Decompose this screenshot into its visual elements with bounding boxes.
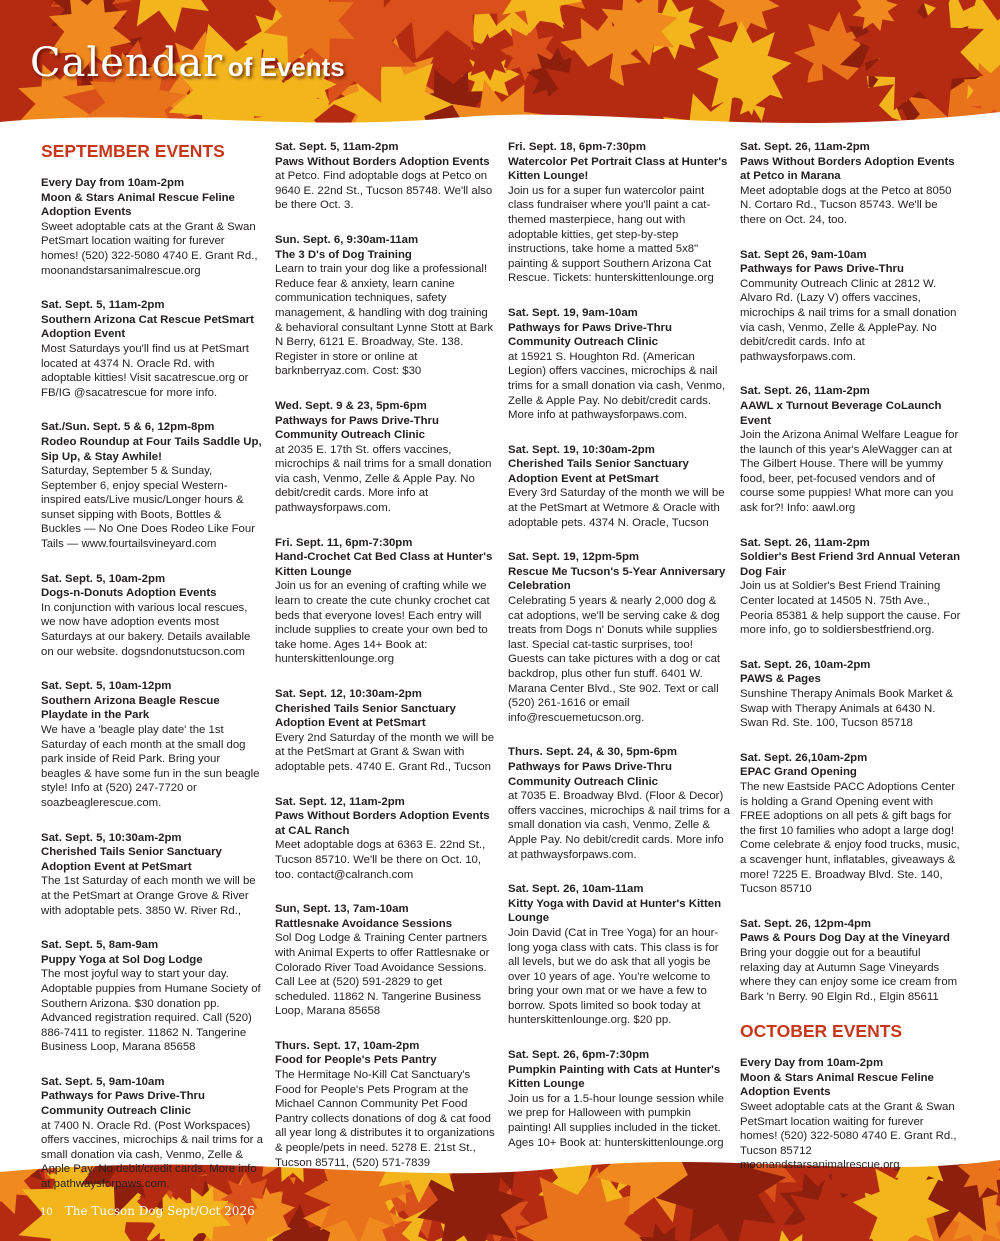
event-when: Sat. Sept 26, 9am-10am <box>740 248 867 261</box>
event-when: Sat. Sept. 26, 10am-2pm <box>740 658 871 671</box>
event-when: Sat. Sept. 26, 12pm-4pm <box>740 917 872 930</box>
event-body: Sweet adoptable cats at the Grant & Swan PetSmart location waiting for furever homes! (520) 322-5080 4740 E. Grant Rd., Tucson 85712 moonandstarsanimalrescue.org <box>740 1101 957 1172</box>
event-item <box>740 384 962 515</box>
event-item <box>41 938 263 1055</box>
event-title: Cherished Tails Senior Sanctuary Adoption Event at PetSmart <box>508 458 689 485</box>
page-number: 10 <box>40 1207 53 1218</box>
event-title: Dogs-n-Donuts Adoption Events <box>41 587 217 600</box>
event-item <box>275 795 497 883</box>
event-item <box>41 831 263 919</box>
column-4 <box>740 140 962 1193</box>
event-body: Meet adoptable dogs at 6363 E. 22nd St., Tucson 85710. We'll be there on Oct. 10, too. contact@calranch.com <box>275 839 486 881</box>
event-when: Sat. Sept. 5, 10am-12pm <box>41 680 172 693</box>
event-body: Sweet adoptable cats at the Grant & Swan PetSmart location waiting for furever homes! (520) 322-5080 4740 E. Grant Rd., moonandstarsanimalrescue.org <box>41 220 258 277</box>
event-when: Sat./Sun. Sept. 5 & 6, 12pm-8pm <box>41 421 215 434</box>
event-title: Paws Without Borders Adoption Events at CAL Ranch <box>275 810 490 837</box>
event-title: Pathways for Paws Drive-Thru Community Outreach Clinic <box>41 1090 205 1118</box>
event-item <box>275 687 497 775</box>
event-title: Pumpkin Painting with Cats at Hunter's Kitten Lounge <box>508 1063 721 1091</box>
event-title: Paws Without Borders Adoption Events at Petco in Marana <box>740 155 955 183</box>
event-item <box>275 1039 497 1170</box>
event-when: Sat. Sept. 19, 9am-10am <box>508 306 638 319</box>
event-title: Rattlesnake Avoidance Sessions <box>275 917 453 930</box>
event-item <box>740 140 962 228</box>
event-body: Join us for a 1.5-hour lounge session while we prep for Halloween with pumpkin painting! All supplies included in the ticket. Ages 10+ Book at: hunterskittenlounge.org <box>508 1092 724 1149</box>
event-body: The most joyful way to start your day. Adoptable puppies from Humane Society of Southern Arizona. $30 donation pp. Advanced registration required. Call (520) 886-7411 to register. 11862 N. Tangerine Business Loop, Marana 85658 <box>41 968 261 1054</box>
event-when: Fri. Sept. 11, 6pm-7:30pm <box>275 536 413 549</box>
event-when: Sat. Sept. 26, 11am-2pm <box>740 536 870 549</box>
event-item <box>41 420 263 551</box>
event-item <box>740 248 962 365</box>
event-body: Most Saturdays you'll find us at PetSmart located at 4374 N. Oracle Rd. with adoptable kitties! Visit sacatrescue.org or FB/IG @sacatrescue for more info. <box>41 342 249 399</box>
column-1 <box>41 140 263 1212</box>
event-title: The 3 D's of Dog Training <box>275 248 412 261</box>
event-body: at 2035 E. 17th St. offers vaccines, microchips & nail trims for a small donation via cash, Venmo, Zelle & Apple Pay. No debit/credit cards. More info at pathwaysforpaws.com. <box>275 443 492 515</box>
event-body: Meet adoptable dogs at the Petco at 8050 N. Cortaro Rd., Tucson 85743. We'll be there on Oct. 24, too. <box>740 184 952 226</box>
event-when: Sat. Sept. 12, 11am-2pm <box>275 795 405 808</box>
page-footer <box>40 1204 255 1218</box>
event-when: Sat. Sept. 5, 11am-2pm <box>275 141 399 153</box>
event-body: Sunshine Therapy Animals Book Market & Swap with Therapy Animals at 6430 N. Swan Rd. Ste. 100, Tucson 85718 <box>740 688 954 730</box>
event-title: Moon & Stars Animal Rescue Feline Adoption Events <box>740 1071 934 1099</box>
event-item <box>275 536 497 667</box>
event-item <box>508 1048 730 1150</box>
column-2 <box>275 140 497 1190</box>
event-item <box>508 306 730 423</box>
event-title: EPAC Grand Opening <box>740 766 857 779</box>
event-title: Hand-Crochet Cat Bed Class at Hunter's Kitten Lounge <box>275 551 493 578</box>
event-item <box>275 902 497 1019</box>
publication-name: The Tucson Dog Sept/Oct 2026 <box>64 1204 255 1218</box>
event-item <box>41 298 263 400</box>
event-when: Sat. Sept. 26, 6pm-7:30pm <box>508 1049 650 1062</box>
event-body: Join David (Cat in Tree Yoga) for an hour-long yoga class with cats. This class is for all levels, but we do ask that all yogis be over 10 years of age. You're welcome to bring your own mat or we have a few to borrow. Spots limited so book today at hunterskittenlounge.org. $20 pp. <box>508 926 719 1027</box>
event-item <box>740 917 962 1005</box>
event-when: Thurs. Sept. 24, & 30, 5pm-6pm <box>508 746 678 759</box>
event-item <box>41 679 263 810</box>
event-body: Celebrating 5 years & nearly 2,000 dog & cat adoptions, we'll be serving cake & dog treats from Dogs n' Donuts while supplies last. Special cat-tastic surprises, too! Guests can take pictures with a dog or cat backdrop, plus other fun stuff. 6401 W. Marana Center Blvd., Ste 902. Text or call (520) 261-1616 or email info@rescuemetucson.org. <box>508 595 721 724</box>
event-when: Every Day from 10am-2pm <box>41 177 185 189</box>
event-when: Sat. Sept. 5, 8am-9am <box>41 939 159 952</box>
event-when: Sat. Sept. 26, 11am-2pm <box>740 385 870 398</box>
event-body: Bring your doggie out for a beautiful relaxing day at Autumn Sage Vineyards where they can enjoy some ice cream from Bark 'n Berry. 90 Elgin Rd., Elgin 85611 <box>740 946 958 1003</box>
event-when: Thurs. Sept. 17, 10am-2pm <box>275 1039 420 1052</box>
event-title: Puppy Yoga at Sol Dog Lodge <box>41 953 203 966</box>
event-item <box>41 176 263 278</box>
event-title: Southern Arizona Beagle Rescue Playdate in the Park <box>41 694 220 722</box>
event-title: Pathways for Paws Drive-Thru <box>740 263 904 276</box>
event-body: Join the Arizona Animal Welfare League for the launch of this year's AleWagger can at The Gilbert House. There will be yummy food, beer, pet-focused vendors and of course some puppies! What more can you ask for?! Info: aawl.org <box>740 429 959 515</box>
event-title: Pathways for Paws Drive-Thru Community Outreach Clinic <box>508 760 672 788</box>
event-body: at 15921 S. Houghton Rd. (American Legion) offers vaccines, microchips & nail trims for a small donation via cash, Venmo, Zelle & Apple Pay. No debit/credit cards. More info at pathwaysforpaws.com. <box>508 350 726 422</box>
event-when: Sat. Sept. 19, 10:30am-2pm <box>508 443 655 456</box>
event-item <box>740 751 962 897</box>
masthead-title: Calendar <box>30 40 224 86</box>
event-item <box>740 536 962 638</box>
masthead <box>30 40 345 86</box>
event-body: The Hermitage No-Kill Cat Sanctuary's Food for People's Pets Program at the Michael Cannon Community Pet Food Pantry collects donations of dog & cat food all year long & distributes it to organizations & people/pets in need. 5278 E. 21st St., Tucson 85711, (520) 571-7839 <box>275 1069 495 1169</box>
event-body: Join us for a super fun watercolor paint class fundraiser where you'll paint a cat-themed masterpiece, hang out with adoptable kitties, get step-by-step instructions, take home a matted 5x8" painting & support Southern Arizona Cat Rescue. Tickets: hunterskittenlounge.org <box>508 184 714 285</box>
event-item <box>41 1075 263 1192</box>
event-when: Sat. Sept. 26, 10am-11am <box>508 883 644 896</box>
event-when: Sat. Sept. 5, 10:30am-2pm <box>41 831 182 844</box>
event-body: Join us for an evening of crafting while we learn to create the cute chunky crochet cat beds that everyone loves! Each entry will include supplies to create your own bed to take home. Ages 14+ Book at: hunterskittenlounge.org <box>275 580 490 666</box>
event-title: AAWL x Turnout Beverage CoLaunch Event <box>740 399 942 427</box>
event-item <box>740 658 962 731</box>
event-when: Every Day from 10am-2pm <box>740 1057 884 1070</box>
event-body: at 7400 N. Oracle Rd. (Post Workspaces) offers vaccines, microchips & nail trims for a small donation via cash, Venmo, Zelle & Apple Pay. No debit/credit cards. More info at pathwaysforpaws.com. <box>41 1119 263 1191</box>
section-heading-october: OCTOBER EVENTS <box>740 1021 903 1042</box>
event-title: Kitty Yoga with David at Hunter's Kitten Lounge <box>508 897 722 925</box>
event-body: at 7035 E. Broadway Blvd. (Floor & Decor) offers vaccines, microchips & nail trims for a small donation via cash, Venmo, Zelle & Apple Pay. No debit/credit cards. More info at pathwaysforpaws.com. <box>508 790 730 861</box>
event-item <box>508 443 730 531</box>
event-title: Food for People's Pets Pantry <box>275 1054 437 1067</box>
event-title: Rodeo Roundup at Four Tails Saddle Up, Sip Up, & Stay Awhile! <box>41 435 262 463</box>
event-title: Paws & Pours Dog Day at the Vineyard <box>740 932 950 945</box>
event-title: PAWS & Pages <box>740 673 821 686</box>
event-body: Every 2nd Saturday of the month we will be at the PetSmart at Grant & Swan with adoptable pets. 4740 E. Grant Rd., Tucson <box>275 731 495 773</box>
event-item <box>508 745 730 862</box>
event-item <box>508 550 730 725</box>
event-body: Community Outreach Clinic at 2812 W. Alvaro Rd. (Lazy V) offers vaccines, microchips & nail trims for a small donation via cash, Venmo, Zelle & ApplePay. No debit/credit cards. Info at pathwaysforpaws.com. <box>740 277 957 363</box>
event-title: Moon & Stars Animal Rescue Feline Adoption Events <box>41 191 235 219</box>
event-title: Soldier's Best Friend 3rd Annual Veteran Dog Fair <box>740 551 961 578</box>
event-title: Watercolor Pet Portrait Class at Hunter's Kitten Lounge! <box>508 155 728 183</box>
event-title: Southern Arizona Cat Rescue PetSmart Adoption Event <box>41 313 254 341</box>
event-when: Fri. Sept. 18, 6pm-7:30pm <box>508 141 646 153</box>
event-when: Sat. Sept. 5, 9am-10am <box>41 1075 165 1088</box>
event-body: The 1st Saturday of each month we will be at the PetSmart at Orange Grove & River with adoptable pets. 3850 W. River Rd., <box>41 875 256 917</box>
event-when: Sun. Sept. 6, 9:30am-11am <box>275 233 419 246</box>
event-when: Sat. Sept. 26,10am-2pm <box>740 751 868 764</box>
event-when: Sat. Sept. 26, 11am-2pm <box>740 141 870 153</box>
section-heading-september: SEPTEMBER EVENTS <box>41 141 225 161</box>
event-item <box>41 572 263 660</box>
event-when: Sat. Sept. 5, 11am-2pm <box>41 299 165 312</box>
event-body: Every 3rd Saturday of the month we will be at the PetSmart at Wetmore & Oracle with adoptable pets. 4374 N. Oracle, Tucson <box>508 487 725 529</box>
event-when: Sun, Sept. 13, 7am-10am <box>275 903 409 916</box>
masthead-subtitle: of Events <box>227 52 345 82</box>
event-body: at Petco. Find adoptable dogs at Petco on 9640 E. 22nd St., Tucson 85748. We'll also be there Oct. 3. <box>275 170 493 212</box>
event-body: We have a 'beagle play date' the 1st Saturday of each month at the small dog park inside of Reid Park. Bring your beagles & have some fun in the sun beagle style! Info at (520) 247-7720 or soazbeaglerescue.com. <box>41 724 260 809</box>
event-title: Cherished Tails Senior Sanctuary Adoption Event at PetSmart <box>275 702 456 730</box>
event-item <box>508 882 730 1028</box>
event-title: Pathways for Paws Drive-Thru Community Outreach Clinic <box>508 321 672 349</box>
event-title: Paws Without Borders Adoption Events <box>275 155 490 168</box>
event-body: Learn to train your dog like a professional! Reduce fear & anxiety, learn canine communication techniques, safety management, & handling with dog training & behavioral consultant Lynne Stott at Bark N Berry, 6121 E. Broadway, Ste. 138. Register in store or online at barknberryaz.com. Cost: $30 <box>275 263 494 378</box>
event-when: Sat. Sept. 5, 10am-2pm <box>41 572 166 585</box>
event-body: Saturday, September 5 & Sunday, September 6, enjoy special Western-inspired eats/Live music/Longer hours & sunset sipping with Boots, Bottles & Buckles — No One Does Rodeo Like Four Tails — www.fourtailsvineyard.com <box>41 465 255 551</box>
event-title: Rescue Me Tucson's 5-Year Anniversary Celebration <box>508 565 726 593</box>
event-title: Cherished Tails Senior Sanctuary Adoption Event at PetSmart <box>41 846 222 873</box>
event-item <box>275 233 497 379</box>
column-3 <box>508 140 730 1170</box>
event-item <box>740 1056 962 1173</box>
event-item <box>275 140 497 213</box>
event-title: Pathways for Paws Drive-Thru Community Outreach Clinic <box>275 414 439 442</box>
event-body: The new Eastside PACC Adoptions Center is holding a Grand Opening event with FREE adoptions on all pets & gift bags for the first 10 families who adopt a large dog! Come celebrate & enjoy food trucks, music, a scavenger hunt, inflatables, giveaways & more! 7225 E. Broadway Blvd. Ste. 140, Tucson 85710 <box>740 780 960 896</box>
event-item <box>275 399 497 516</box>
event-when: Sat. Sept. 12, 10:30am-2pm <box>275 688 422 700</box>
event-when: Sat. Sept. 19, 12pm-5pm <box>508 551 640 564</box>
event-body: Sol Dog Lodge & Training Center partners with Animal Experts to offer Rattlesnake or Colorado River Toad Avoidance Sessions. Call Lee at (520) 591-2829 to get scheduled. 11862 N. Tangerine Business Loop, Marana 85658 <box>275 932 490 1018</box>
event-item <box>508 140 730 286</box>
event-when: Wed. Sept. 9 & 23, 5pm-6pm <box>275 399 427 412</box>
event-body: Join us at Soldier's Best Friend Training Center located at 14505 N. 75th Ave., Peoria 85381 & help support the cause. For more info, go to soldiersbestfriend.org. <box>740 580 961 637</box>
event-body: In conjunction with various local rescues, we now have adoption events most Saturdays at our bakery. Details available on our website. dogsndonutstucson.com <box>41 601 251 658</box>
